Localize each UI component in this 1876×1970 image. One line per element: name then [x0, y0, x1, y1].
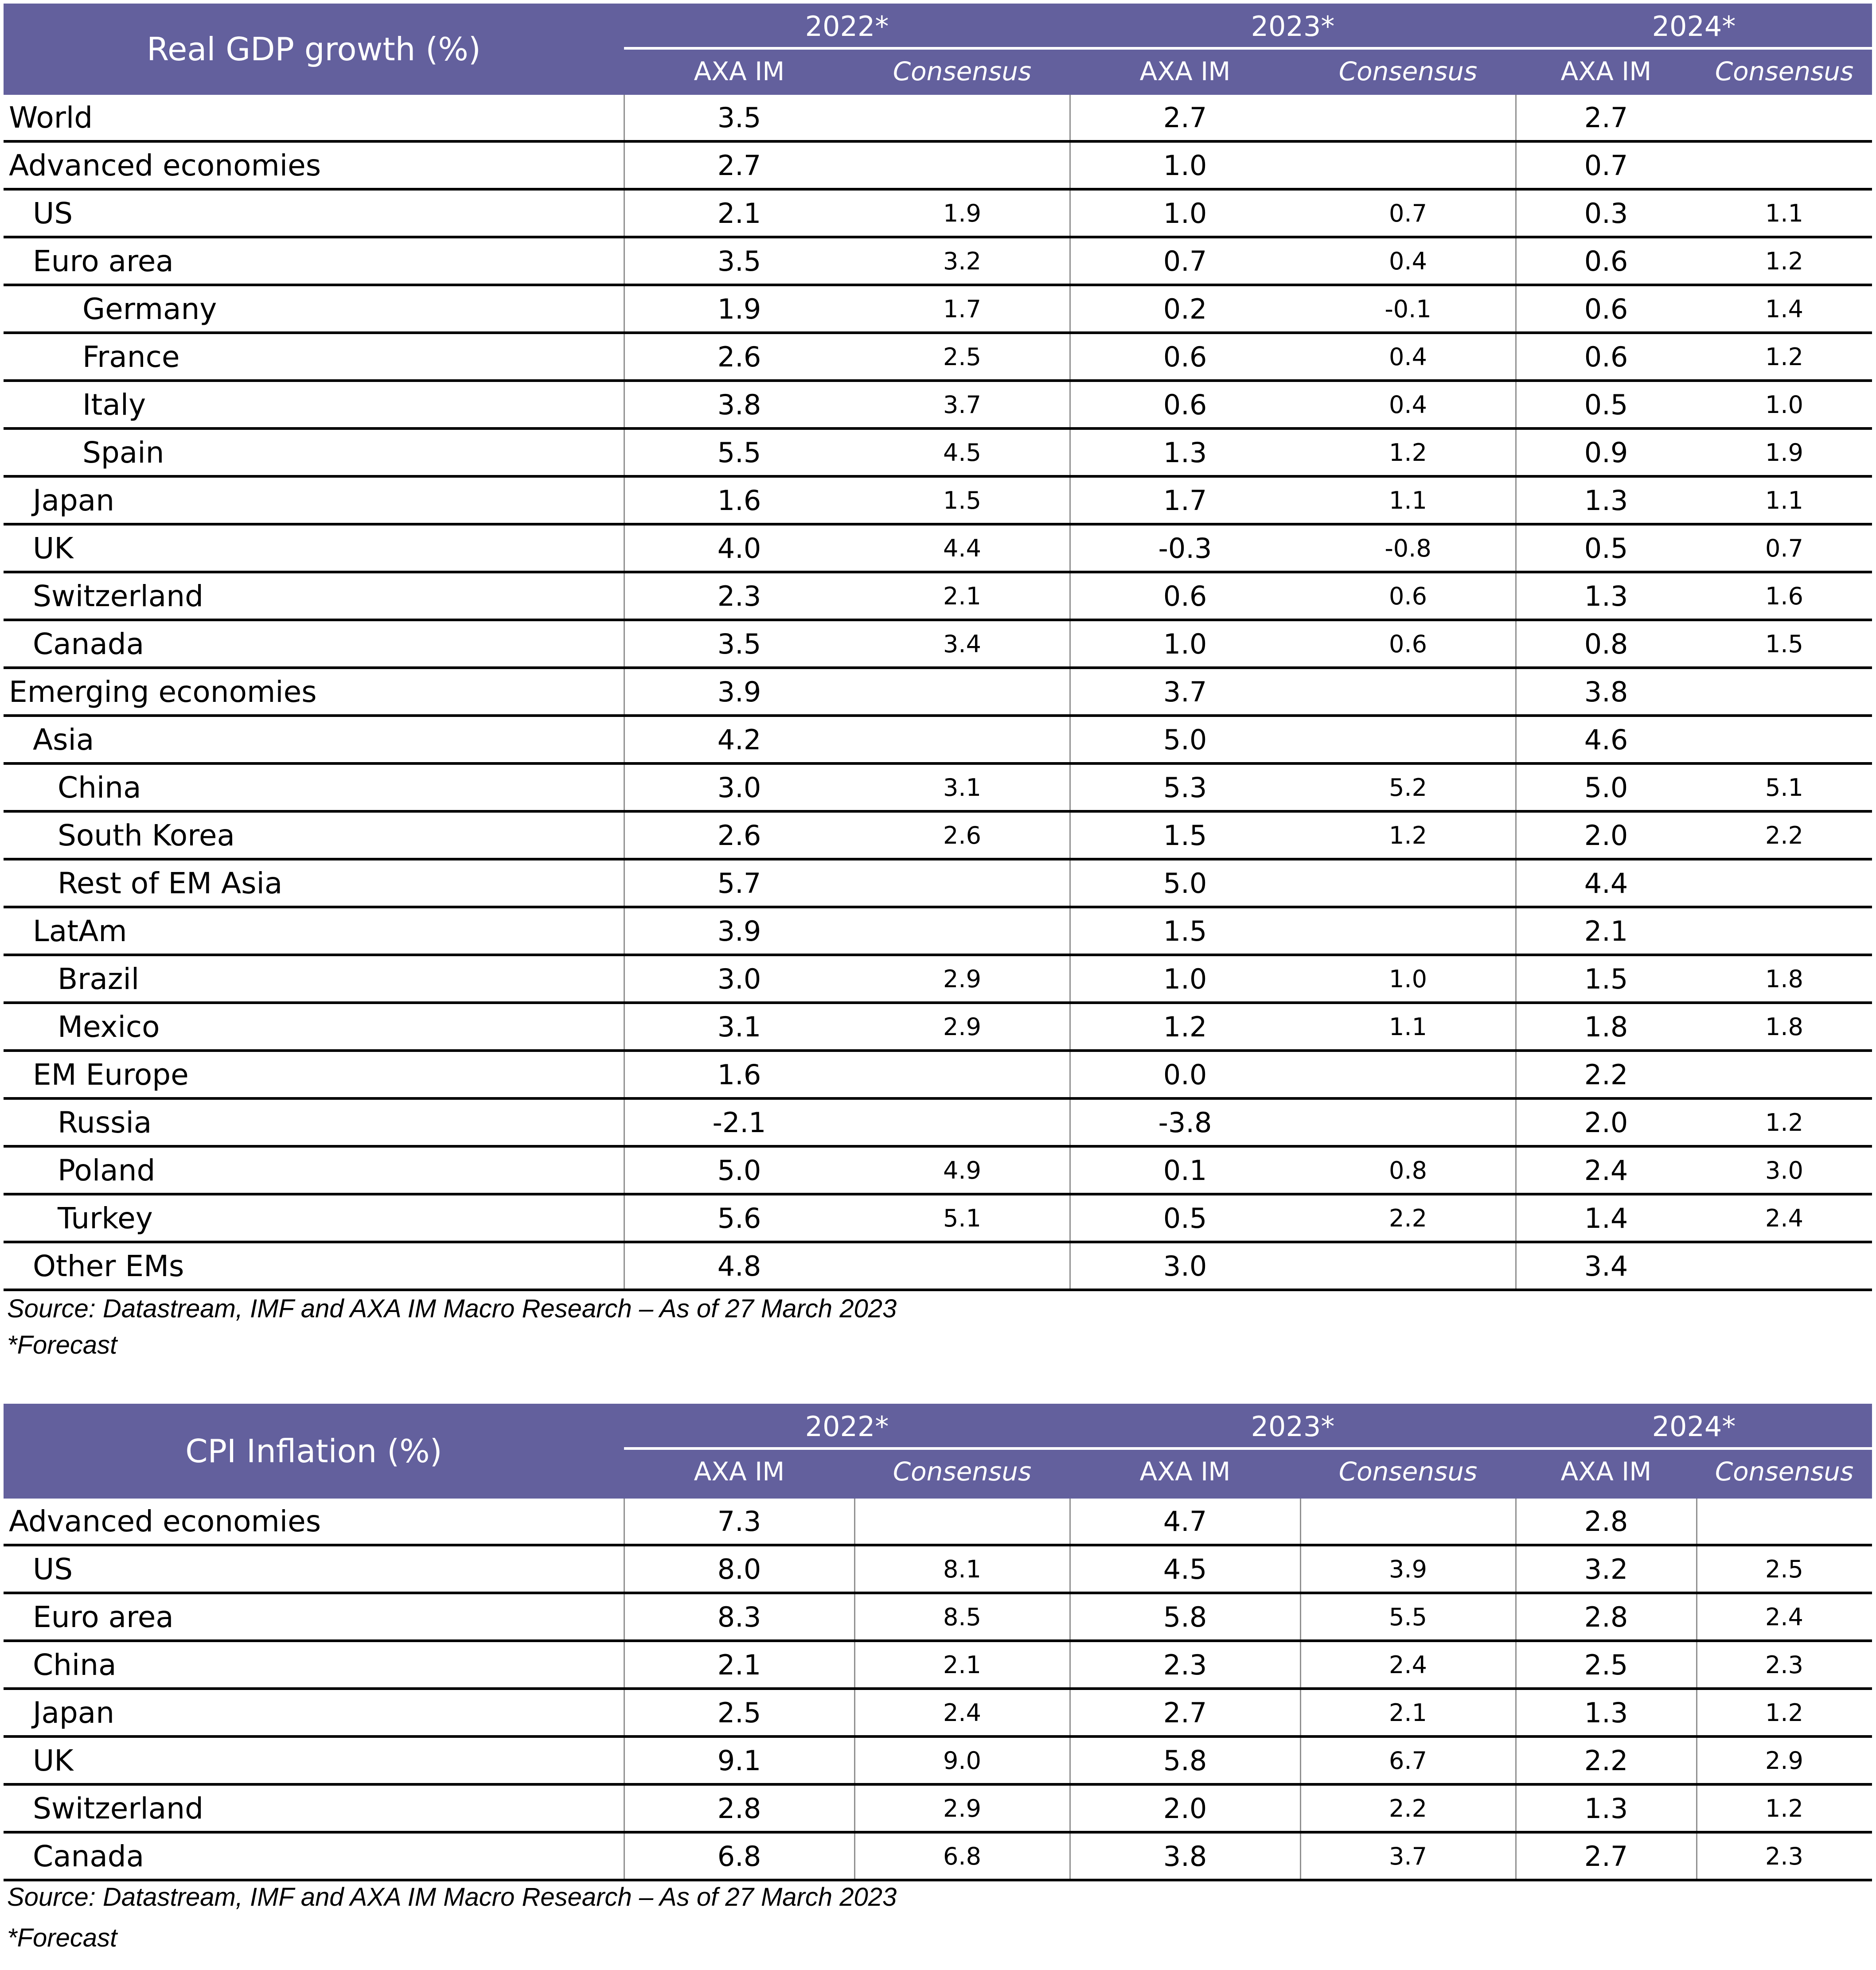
cell-consensus-2024: 1.2: [1765, 247, 1803, 275]
cell-axa-2022: 2.1: [717, 197, 761, 230]
cell-consensus-2022: [854, 1243, 1070, 1289]
cell-consensus-2024: 2.4: [1765, 1603, 1803, 1631]
cell-axa-2022: 8.3: [717, 1600, 761, 1633]
cell-axa-2023: 1.5: [1163, 819, 1207, 852]
cell-consensus-2024: [1697, 860, 1872, 906]
cell-axa-2023: 1.0: [1163, 962, 1207, 995]
cell-consensus-2024: 1.4: [1765, 295, 1803, 323]
row-label: US: [33, 196, 73, 230]
cell-consensus-2022: 4.9: [943, 1156, 981, 1184]
table-row-germany: [4, 286, 1872, 334]
cell-axa-2023: 0.6: [1163, 580, 1207, 612]
col-header-axa-2023: AXA IM: [1139, 1456, 1231, 1487]
cell-consensus-2024: 1.2: [1765, 1108, 1803, 1137]
cell-axa-2022: 3.5: [717, 245, 761, 277]
cell-axa-2024: 2.1: [1584, 915, 1628, 947]
table-header: [4, 1404, 1872, 1499]
col-header-consensus-2023: Consensus: [1338, 56, 1478, 86]
cell-consensus-2022: 2.9: [943, 1794, 981, 1822]
cell-axa-2024: 2.8: [1584, 1600, 1628, 1633]
row-label: Advanced economies: [9, 148, 321, 183]
cell-consensus-2022: [854, 95, 1070, 140]
cell-consensus-2022: 4.4: [943, 534, 981, 562]
cell-axa-2022: 9.1: [717, 1744, 761, 1777]
cell-axa-2023: 0.7: [1163, 245, 1207, 277]
cell-consensus-2022: [854, 143, 1070, 188]
table-row-japan: [4, 478, 1872, 526]
col-header-consensus-2023: Consensus: [1338, 1456, 1478, 1487]
cell-consensus-2024: 1.2: [1765, 1698, 1803, 1727]
cell-axa-2022: 5.7: [717, 867, 761, 899]
cell-axa-2022: 3.1: [717, 1010, 761, 1043]
table-row-china: [4, 765, 1872, 813]
cell-axa-2024: 3.8: [1584, 675, 1628, 708]
table-row-world: [4, 95, 1872, 143]
row-label: Poland: [58, 1153, 156, 1187]
cell-axa-2022: 2.8: [717, 1792, 761, 1825]
cell-axa-2024: 2.0: [1584, 1106, 1628, 1139]
table-row-us: [4, 1546, 1872, 1594]
row-label: Japan: [33, 1695, 115, 1730]
year-divider: [624, 1447, 1872, 1450]
row-label: EM Europe: [33, 1057, 189, 1092]
row-label: LatAm: [33, 914, 127, 948]
table-body: [4, 1499, 1872, 1881]
cell-axa-2022: -2.1: [712, 1106, 766, 1139]
row-label: Canada: [33, 1839, 144, 1873]
cell-consensus-2023: [1300, 1100, 1516, 1145]
cell-axa-2024: 2.5: [1584, 1648, 1628, 1681]
cell-consensus-2023: 5.2: [1389, 773, 1427, 802]
row-label: Canada: [33, 627, 144, 661]
row-label: Japan: [33, 483, 115, 518]
cell-consensus-2022: [854, 860, 1070, 906]
cell-consensus-2023: [1300, 95, 1516, 140]
cell-consensus-2022: [854, 717, 1070, 762]
table-row-advanced-economies: [4, 143, 1872, 191]
table-row-mexico: [4, 1004, 1872, 1052]
cell-consensus-2023: 3.9: [1389, 1555, 1427, 1583]
table-row-euro-area: [4, 1594, 1872, 1642]
cell-axa-2023: -0.3: [1158, 532, 1212, 565]
cell-consensus-2024: 1.1: [1765, 486, 1803, 514]
table-row-latam: [4, 908, 1872, 956]
row-label: Italy: [82, 387, 146, 422]
cell-axa-2023: 5.3: [1163, 771, 1207, 804]
cell-consensus-2022: 2.1: [943, 1651, 981, 1679]
cell-consensus-2022: [854, 1100, 1070, 1145]
cell-consensus-2022: 3.1: [943, 773, 981, 802]
cell-consensus-2022: 1.7: [943, 295, 981, 323]
cell-consensus-2022: 2.9: [943, 965, 981, 993]
year-header-2024: 2024*: [1652, 1410, 1736, 1443]
cell-consensus-2024: 1.2: [1765, 343, 1803, 371]
cell-consensus-2024: 2.4: [1765, 1204, 1803, 1232]
row-label: Turkey: [58, 1201, 153, 1235]
table-row-advanced-economies: [4, 1499, 1872, 1546]
table-row-asia: [4, 717, 1872, 765]
col-header-axa-2024: AXA IM: [1560, 56, 1652, 86]
cell-axa-2022: 3.5: [717, 101, 761, 134]
row-label: Asia: [33, 722, 94, 757]
cell-axa-2022: 2.7: [717, 149, 761, 182]
row-label: Advanced economies: [9, 1504, 321, 1538]
cell-consensus-2022: 4.5: [943, 438, 981, 467]
cell-axa-2022: 1.9: [717, 292, 761, 325]
cell-axa-2023: 2.7: [1163, 101, 1207, 134]
table-row-spain: [4, 430, 1872, 478]
cell-axa-2024: 3.4: [1584, 1250, 1628, 1282]
cell-axa-2023: 3.8: [1163, 1840, 1207, 1873]
col-header-consensus-2024: Consensus: [1715, 1456, 1854, 1487]
cell-consensus-2023: [1300, 1499, 1516, 1544]
year-header-2022: 2022*: [805, 10, 889, 43]
cell-consensus-2024: [1697, 717, 1872, 762]
cell-axa-2023: 1.0: [1163, 627, 1207, 660]
cell-consensus-2023: 0.7: [1389, 199, 1427, 227]
table-row-euro-area: [4, 238, 1872, 286]
gdp-forecast-footnote: *Forecast: [7, 1331, 117, 1359]
cell-axa-2024: 4.6: [1584, 723, 1628, 756]
year-header-2022: 2022*: [805, 1410, 889, 1443]
cpi-inflation-table: [4, 1404, 1872, 1881]
cell-axa-2024: 2.2: [1584, 1058, 1628, 1091]
row-label: China: [58, 770, 141, 805]
cell-axa-2023: 2.7: [1163, 1696, 1207, 1729]
cell-axa-2022: 3.8: [717, 388, 761, 421]
cell-consensus-2024: 1.6: [1765, 582, 1803, 610]
cell-consensus-2023: 0.6: [1389, 630, 1427, 658]
row-label: Switzerland: [33, 579, 203, 613]
cell-consensus-2024: [1697, 1243, 1872, 1289]
cell-consensus-2022: [854, 669, 1070, 714]
cell-consensus-2022: 6.8: [943, 1842, 981, 1870]
cell-axa-2022: 3.0: [717, 962, 761, 995]
table-row-turkey: [4, 1195, 1872, 1243]
col-header-axa-2023: AXA IM: [1139, 56, 1231, 86]
cell-axa-2024: 2.7: [1584, 101, 1628, 134]
table-row-italy: [4, 382, 1872, 430]
cell-consensus-2022: 3.7: [943, 390, 981, 419]
table-row-canada: [4, 621, 1872, 669]
table-title: Real GDP growth (%): [147, 31, 481, 68]
cell-consensus-2023: 1.2: [1389, 438, 1427, 467]
cell-consensus-2024: 1.2: [1765, 1794, 1803, 1822]
cell-consensus-2024: [1697, 1499, 1872, 1544]
table-title: CPI Inflation (%): [185, 1433, 442, 1470]
col-header-consensus-2022: Consensus: [893, 1456, 1032, 1487]
cell-axa-2024: 0.8: [1584, 627, 1628, 660]
year-header-2023: 2023*: [1251, 10, 1335, 43]
col-header-consensus-2022: Consensus: [893, 56, 1032, 86]
cell-axa-2024: 4.4: [1584, 867, 1628, 899]
cell-consensus-2022: [854, 908, 1070, 954]
cell-consensus-2022: 8.5: [943, 1603, 981, 1631]
cell-consensus-2022: 2.4: [943, 1698, 981, 1727]
cell-axa-2023: 1.7: [1163, 484, 1207, 517]
cell-consensus-2024: 1.9: [1765, 438, 1803, 467]
gdp-source-note: Source: Datastream, IMF and AXA IM Macro Research – As of 27 March 2023: [7, 1294, 897, 1323]
table-row-canada: [4, 1834, 1872, 1881]
cell-consensus-2023: 0.8: [1389, 1156, 1427, 1184]
cell-consensus-2024: 0.7: [1765, 534, 1803, 562]
cell-axa-2024: 2.2: [1584, 1744, 1628, 1777]
cell-consensus-2022: 2.9: [943, 1012, 981, 1041]
row-label: UK: [33, 531, 74, 565]
cell-axa-2022: 7.3: [717, 1505, 761, 1538]
cell-axa-2023: 4.5: [1163, 1553, 1207, 1585]
table-row-other-ems: [4, 1243, 1872, 1291]
cell-axa-2024: 2.8: [1584, 1505, 1628, 1538]
cell-consensus-2023: [1300, 908, 1516, 954]
cell-consensus-2023: 1.2: [1389, 821, 1427, 849]
cell-consensus-2024: [1697, 1052, 1872, 1097]
cell-axa-2022: 4.0: [717, 532, 761, 565]
cell-consensus-2022: 8.1: [943, 1555, 981, 1583]
cell-consensus-2023: [1300, 143, 1516, 188]
col-header-axa-2022: AXA IM: [694, 1456, 785, 1487]
cell-axa-2023: -3.8: [1158, 1106, 1212, 1139]
cell-consensus-2024: 3.0: [1765, 1156, 1803, 1184]
table-row-russia: [4, 1100, 1872, 1148]
cell-axa-2022: 2.3: [717, 580, 761, 612]
cell-axa-2024: 0.6: [1584, 292, 1628, 325]
row-label: Russia: [58, 1105, 152, 1140]
cell-consensus-2022: 9.0: [943, 1746, 981, 1775]
cell-consensus-2023: [1300, 717, 1516, 762]
cell-consensus-2022: 2.5: [943, 343, 981, 371]
table-row-china: [4, 1642, 1872, 1690]
cell-consensus-2023: [1300, 1052, 1516, 1097]
cell-consensus-2022: 1.5: [943, 486, 981, 514]
cell-consensus-2024: 1.8: [1765, 965, 1803, 993]
row-label: Other EMs: [33, 1249, 184, 1283]
cell-consensus-2022: [854, 1499, 1070, 1544]
cell-axa-2023: 0.1: [1163, 1154, 1207, 1187]
cell-axa-2023: 5.8: [1163, 1744, 1207, 1777]
cell-axa-2022: 3.0: [717, 771, 761, 804]
cell-consensus-2022: 3.4: [943, 630, 981, 658]
cell-consensus-2024: [1697, 908, 1872, 954]
cell-consensus-2024: 2.2: [1765, 821, 1803, 849]
cell-axa-2022: 6.8: [717, 1840, 761, 1873]
cell-axa-2022: 5.6: [717, 1202, 761, 1234]
row-label: UK: [33, 1743, 74, 1778]
table-row-france: [4, 334, 1872, 382]
table-row-brazil: [4, 956, 1872, 1004]
cell-consensus-2023: 6.7: [1389, 1746, 1427, 1775]
cell-consensus-2024: 2.3: [1765, 1651, 1803, 1679]
cell-axa-2024: 0.7: [1584, 149, 1628, 182]
cell-axa-2024: 1.8: [1584, 1010, 1628, 1043]
cell-axa-2024: 3.2: [1584, 1553, 1628, 1585]
row-label: France: [82, 339, 180, 374]
cell-consensus-2024: 2.9: [1765, 1746, 1803, 1775]
cell-axa-2023: 3.0: [1163, 1250, 1207, 1282]
cell-axa-2022: 1.6: [717, 1058, 761, 1091]
row-label: Emerging economies: [9, 674, 317, 709]
cell-consensus-2024: 1.1: [1765, 199, 1803, 227]
cell-axa-2024: 1.4: [1584, 1202, 1628, 1234]
cell-axa-2022: 3.9: [717, 675, 761, 708]
table-body: [4, 95, 1872, 1291]
table-row-japan: [4, 1690, 1872, 1738]
cell-consensus-2023: 2.2: [1389, 1204, 1427, 1232]
cell-axa-2022: 4.2: [717, 723, 761, 756]
year-header-2024: 2024*: [1652, 10, 1736, 43]
cell-axa-2023: 0.0: [1163, 1058, 1207, 1091]
cell-axa-2023: 5.0: [1163, 723, 1207, 756]
col-header-axa-2024: AXA IM: [1560, 1456, 1652, 1487]
row-label: South Korea: [58, 818, 235, 853]
cell-axa-2024: 2.7: [1584, 1840, 1628, 1873]
cell-axa-2024: 5.0: [1584, 771, 1628, 804]
cell-axa-2022: 4.8: [717, 1250, 761, 1282]
cell-consensus-2022: 2.6: [943, 821, 981, 849]
cell-consensus-2024: 1.5: [1765, 630, 1803, 658]
table-row-south-korea: [4, 813, 1872, 860]
table-row-em-europe: [4, 1052, 1872, 1100]
year-header-2023: 2023*: [1251, 1410, 1335, 1443]
cpi-forecast-footnote: *Forecast: [7, 1923, 117, 1952]
cell-consensus-2023: 0.4: [1389, 343, 1427, 371]
cell-axa-2022: 5.5: [717, 436, 761, 469]
row-label: Germany: [82, 292, 217, 326]
cell-consensus-2024: 5.1: [1765, 773, 1803, 802]
row-label: Brazil: [58, 962, 140, 996]
table-row-us: [4, 191, 1872, 238]
cell-axa-2023: 4.7: [1163, 1505, 1207, 1538]
cell-axa-2023: 0.5: [1163, 1202, 1207, 1234]
cell-consensus-2023: 0.6: [1389, 582, 1427, 610]
gdp-growth-table: [4, 4, 1872, 1291]
cell-axa-2024: 1.3: [1584, 1696, 1628, 1729]
row-label: China: [33, 1647, 117, 1682]
cell-axa-2022: 2.6: [717, 819, 761, 852]
cell-axa-2023: 1.5: [1163, 915, 1207, 947]
cell-consensus-2023: -0.1: [1385, 295, 1431, 323]
cell-axa-2024: 0.6: [1584, 245, 1628, 277]
cell-consensus-2022: 1.9: [943, 199, 981, 227]
cell-axa-2023: 2.0: [1163, 1792, 1207, 1825]
table-row-uk: [4, 1738, 1872, 1786]
cell-axa-2024: 0.5: [1584, 388, 1628, 421]
cell-axa-2022: 3.5: [717, 627, 761, 660]
cell-consensus-2024: 2.3: [1765, 1842, 1803, 1870]
cell-consensus-2023: [1300, 860, 1516, 906]
row-label: World: [9, 100, 93, 135]
cell-consensus-2023: 2.2: [1389, 1794, 1427, 1822]
cell-axa-2024: 0.9: [1584, 436, 1628, 469]
cell-consensus-2023: 0.4: [1389, 390, 1427, 419]
cell-axa-2023: 1.0: [1163, 149, 1207, 182]
cell-consensus-2022: 2.1: [943, 582, 981, 610]
cell-consensus-2022: 3.2: [943, 247, 981, 275]
cell-axa-2023: 1.2: [1163, 1010, 1207, 1043]
row-label: Euro area: [33, 1600, 174, 1634]
col-header-axa-2022: AXA IM: [694, 56, 785, 86]
cell-axa-2023: 1.0: [1163, 197, 1207, 230]
cell-axa-2024: 0.5: [1584, 532, 1628, 565]
cell-axa-2023: 3.7: [1163, 675, 1207, 708]
row-label: Switzerland: [33, 1791, 203, 1826]
cell-axa-2023: 0.6: [1163, 340, 1207, 373]
cell-axa-2023: 5.8: [1163, 1600, 1207, 1633]
cell-axa-2022: 5.0: [717, 1154, 761, 1187]
cell-axa-2024: 1.3: [1584, 1792, 1628, 1825]
cell-axa-2024: 2.4: [1584, 1154, 1628, 1187]
cell-consensus-2023: 2.1: [1389, 1698, 1427, 1727]
cell-consensus-2023: 5.5: [1389, 1603, 1427, 1631]
cell-axa-2023: 2.3: [1163, 1648, 1207, 1681]
row-label: Spain: [82, 435, 164, 470]
cell-consensus-2024: 1.8: [1765, 1012, 1803, 1041]
table-row-poland: [4, 1148, 1872, 1195]
cell-consensus-2023: 1.1: [1389, 486, 1427, 514]
table-row-emerging-economies: [4, 669, 1872, 717]
cell-axa-2023: 0.2: [1163, 292, 1207, 325]
cell-consensus-2024: [1697, 669, 1872, 714]
cell-consensus-2023: -0.8: [1385, 534, 1431, 562]
cell-axa-2024: 0.3: [1584, 197, 1628, 230]
cell-axa-2024: 1.3: [1584, 484, 1628, 517]
cell-consensus-2023: 0.4: [1389, 247, 1427, 275]
cell-axa-2024: 1.3: [1584, 580, 1628, 612]
row-label: Mexico: [58, 1009, 160, 1044]
cell-consensus-2023: 2.4: [1389, 1651, 1427, 1679]
cell-axa-2022: 3.9: [717, 915, 761, 947]
cell-consensus-2022: [854, 1052, 1070, 1097]
cell-axa-2022: 2.5: [717, 1696, 761, 1729]
cell-consensus-2024: 1.0: [1765, 390, 1803, 419]
cell-axa-2022: 8.0: [717, 1553, 761, 1585]
cell-axa-2022: 2.1: [717, 1648, 761, 1681]
cell-axa-2022: 1.6: [717, 484, 761, 517]
row-label: Rest of EM Asia: [58, 866, 283, 900]
cell-consensus-2022: 5.1: [943, 1204, 981, 1232]
table-row-rest-of-em-asia: [4, 860, 1872, 908]
table-row-uk: [4, 526, 1872, 573]
cell-consensus-2024: 2.5: [1765, 1555, 1803, 1583]
col-header-consensus-2024: Consensus: [1715, 56, 1854, 86]
cell-consensus-2023: [1300, 1243, 1516, 1289]
cell-axa-2023: 0.6: [1163, 388, 1207, 421]
cell-axa-2023: 5.0: [1163, 867, 1207, 899]
cell-consensus-2023: [1300, 669, 1516, 714]
table-row-switzerland: [4, 1786, 1872, 1834]
year-divider: [624, 47, 1872, 50]
cell-axa-2024: 1.5: [1584, 962, 1628, 995]
cpi-source-note: Source: Datastream, IMF and AXA IM Macro Research – As of 27 March 2023: [7, 1883, 897, 1912]
cell-consensus-2024: [1697, 143, 1872, 188]
table-row-switzerland: [4, 573, 1872, 621]
cell-axa-2023: 1.3: [1163, 436, 1207, 469]
cell-axa-2022: 2.6: [717, 340, 761, 373]
cell-consensus-2023: 3.7: [1389, 1842, 1427, 1870]
cell-axa-2024: 2.0: [1584, 819, 1628, 852]
row-label: US: [33, 1552, 73, 1586]
cell-consensus-2023: 1.1: [1389, 1012, 1427, 1041]
cell-consensus-2023: 1.0: [1389, 965, 1427, 993]
table-header: [4, 4, 1872, 95]
cell-axa-2024: 0.6: [1584, 340, 1628, 373]
row-label: Euro area: [33, 244, 174, 278]
cell-consensus-2024: [1697, 95, 1872, 140]
